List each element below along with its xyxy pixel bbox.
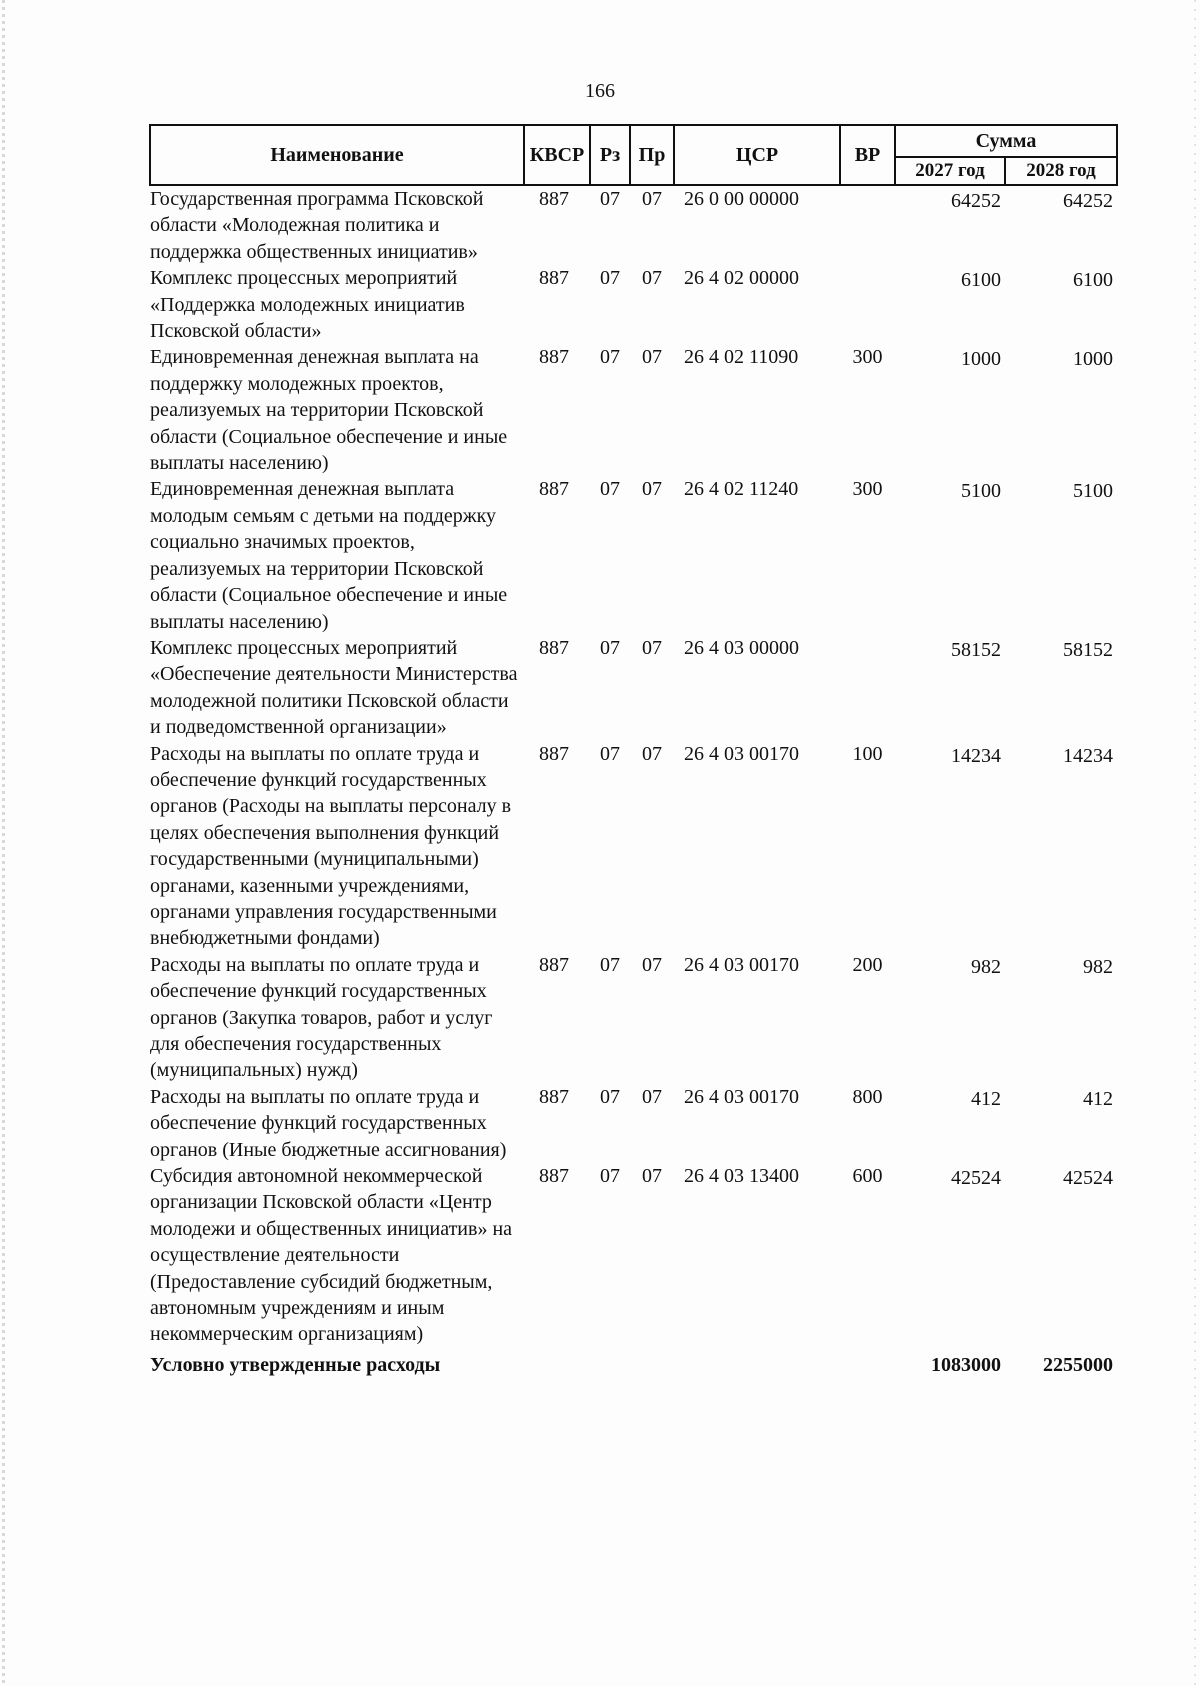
cell-sum-2028: 58152 (1063, 638, 1114, 661)
cell-kvsr: 887 (539, 953, 569, 976)
cell-csr: 26 4 03 00170 (684, 953, 799, 976)
cell-csr: 26 4 03 00170 (684, 742, 799, 765)
cell-pr: 07 (642, 1085, 662, 1108)
total-spacer (524, 1348, 895, 1378)
total-sum-2027: 1083000 (931, 1353, 1001, 1376)
scan-edge-right (1194, 0, 1196, 1686)
cell-kvsr: 887 (539, 742, 569, 765)
cell-pr: 07 (642, 636, 662, 659)
cell-rz: 07 (600, 188, 620, 210)
table-row (150, 344, 1117, 476)
header-year-2028: 2028 год (1005, 157, 1117, 185)
cell-csr: 26 4 03 13400 (684, 1165, 799, 1188)
cell-sum-2028: 412 (1083, 1087, 1114, 1110)
cell-sum-2028: 6100 (1073, 269, 1114, 292)
cell-pr: 07 (642, 267, 662, 290)
cell-sum-2028: 5100 (1073, 480, 1114, 503)
table-row (150, 265, 1117, 344)
table-header (150, 125, 1117, 185)
cell-vr: 300 (852, 478, 883, 501)
cell-sum-2028: 982 (1083, 955, 1114, 978)
header-vr: ВР (840, 125, 895, 185)
cell-pr: 07 (642, 346, 662, 369)
cell-pr: 07 (642, 1165, 662, 1188)
cell-sum-2028: 64252 (1063, 190, 1114, 212)
cell-csr: 26 4 02 11090 (684, 346, 799, 369)
cell-sum-2027: 42524 (951, 1167, 1001, 1190)
cell-kvsr: 887 (539, 478, 569, 501)
cell-name: Комплекс процессных мероприятий «Поддержка молодежных инициатив Псковской области» (150, 267, 465, 343)
table-body (150, 185, 1117, 1378)
table-row (150, 635, 1117, 741)
table-row (150, 1084, 1117, 1163)
cell-vr: 800 (852, 1085, 883, 1108)
table-row (150, 185, 1117, 265)
cell-pr: 07 (642, 953, 662, 976)
cell-kvsr: 887 (539, 346, 569, 369)
cell-kvsr: 887 (539, 267, 569, 290)
cell-name: Государственная программа Псковской области «Молодежная политика и поддержка общественных инициатив» (150, 188, 484, 263)
page-number: 166 (585, 80, 615, 102)
cell-rz: 07 (600, 1165, 620, 1188)
table-row (150, 1163, 1117, 1348)
cell-sum-2027: 982 (971, 955, 1001, 978)
cell-vr: 300 (852, 346, 883, 369)
cell-vr: 600 (852, 1165, 883, 1188)
cell-name: Расходы на выплаты по оплате труда и обеспечение функций государственных органов (Иные бюджетные ассигнования) (150, 1085, 507, 1161)
cell-pr: 07 (642, 478, 662, 501)
cell-csr: 26 4 03 00000 (684, 636, 799, 659)
cell-name: Расходы на выплаты по оплате труда и обеспечение функций государственных органов (Закупка товаров, работ и услуг для обеспечения государственных (муниципальных) нужд) (150, 953, 493, 1082)
cell-pr: 07 (642, 742, 662, 765)
cell-name: Единовременная денежная выплата на поддержку молодежных проектов, реализуемых на территории Псковской области (Социальное обеспечение и иные выплаты населению) (150, 346, 508, 475)
cell-name: Единовременная денежная выплата молодым семьям с детьми на поддержку социально значимых проектов, реализуемых на территории Псковской области (Социальное обеспечение и иные выплаты населению) (150, 478, 508, 633)
cell-csr: 26 4 03 00170 (684, 1085, 799, 1108)
table-row (150, 476, 1117, 634)
cell-rz: 07 (600, 636, 620, 659)
header-pr: Пр (630, 125, 674, 185)
cell-sum-2027: 1000 (961, 348, 1001, 371)
cell-rz: 07 (600, 478, 620, 501)
header-rz: Рз (590, 125, 630, 185)
table-row (150, 952, 1117, 1084)
cell-sum-2027: 412 (971, 1087, 1001, 1110)
cell-sum-2027: 6100 (961, 269, 1001, 292)
header-year-2027: 2027 год (895, 157, 1005, 185)
cell-csr: 26 4 02 00000 (684, 267, 799, 290)
cell-vr: 100 (852, 742, 883, 765)
cell-rz: 07 (600, 267, 620, 290)
cell-sum-2027: 64252 (951, 190, 1001, 212)
cell-name: Субсидия автономной некоммерческой организации Псковской области «Центр молодежи и общественных инициатив» на осуществление деятельности (Предоставление субсидий бюджетным, автономным учреждениям и иным некоммерческим организациям) (150, 1165, 513, 1346)
cell-sum-2028: 1000 (1073, 348, 1114, 371)
cell-rz: 07 (600, 1085, 620, 1108)
cell-vr (840, 635, 895, 741)
header-csr: ЦСР (674, 125, 840, 185)
cell-vr: 200 (852, 953, 883, 976)
cell-sum-2027: 58152 (951, 638, 1001, 661)
total-sum-2028: 2255000 (1043, 1353, 1114, 1376)
cell-sum-2027: 14234 (951, 744, 1001, 767)
header-kvsr: КВСР (524, 125, 590, 185)
cell-rz: 07 (600, 346, 620, 369)
table-row (150, 741, 1117, 952)
total-label: Условно утвержденные расходы (150, 1353, 441, 1376)
cell-rz: 07 (600, 953, 620, 976)
header-name: Наименование (150, 125, 524, 185)
cell-vr (840, 265, 895, 344)
cell-name: Расходы на выплаты по оплате труда и обеспечение функций государственных органов (Расходы на выплаты персоналу в целях обеспечения выполнения функций государственными (муниципальными) органами, казенными учреждениями, органами управления государственными внебюджетными фондами) (150, 742, 512, 950)
cell-kvsr: 887 (539, 636, 569, 659)
cell-name: Комплекс процессных мероприятий «Обеспечение деятельности Министерства молодежной политики Псковской области и подведомственной организации» (150, 636, 518, 739)
cell-csr: 26 0 00 00000 (684, 188, 799, 210)
budget-table (149, 124, 1118, 1378)
cell-vr (840, 185, 895, 265)
cell-kvsr: 887 (539, 1165, 569, 1188)
cell-pr: 07 (642, 188, 662, 210)
scan-edge-left (2, 0, 5, 1686)
cell-kvsr: 887 (539, 1085, 569, 1108)
cell-kvsr: 887 (539, 188, 569, 210)
cell-sum-2028: 14234 (1063, 744, 1114, 767)
cell-rz: 07 (600, 742, 620, 765)
header-sum: Сумма (895, 125, 1117, 157)
total-row (150, 1348, 1117, 1378)
cell-csr: 26 4 02 11240 (684, 478, 799, 501)
cell-sum-2027: 5100 (961, 480, 1001, 503)
cell-sum-2028: 42524 (1063, 1167, 1114, 1190)
